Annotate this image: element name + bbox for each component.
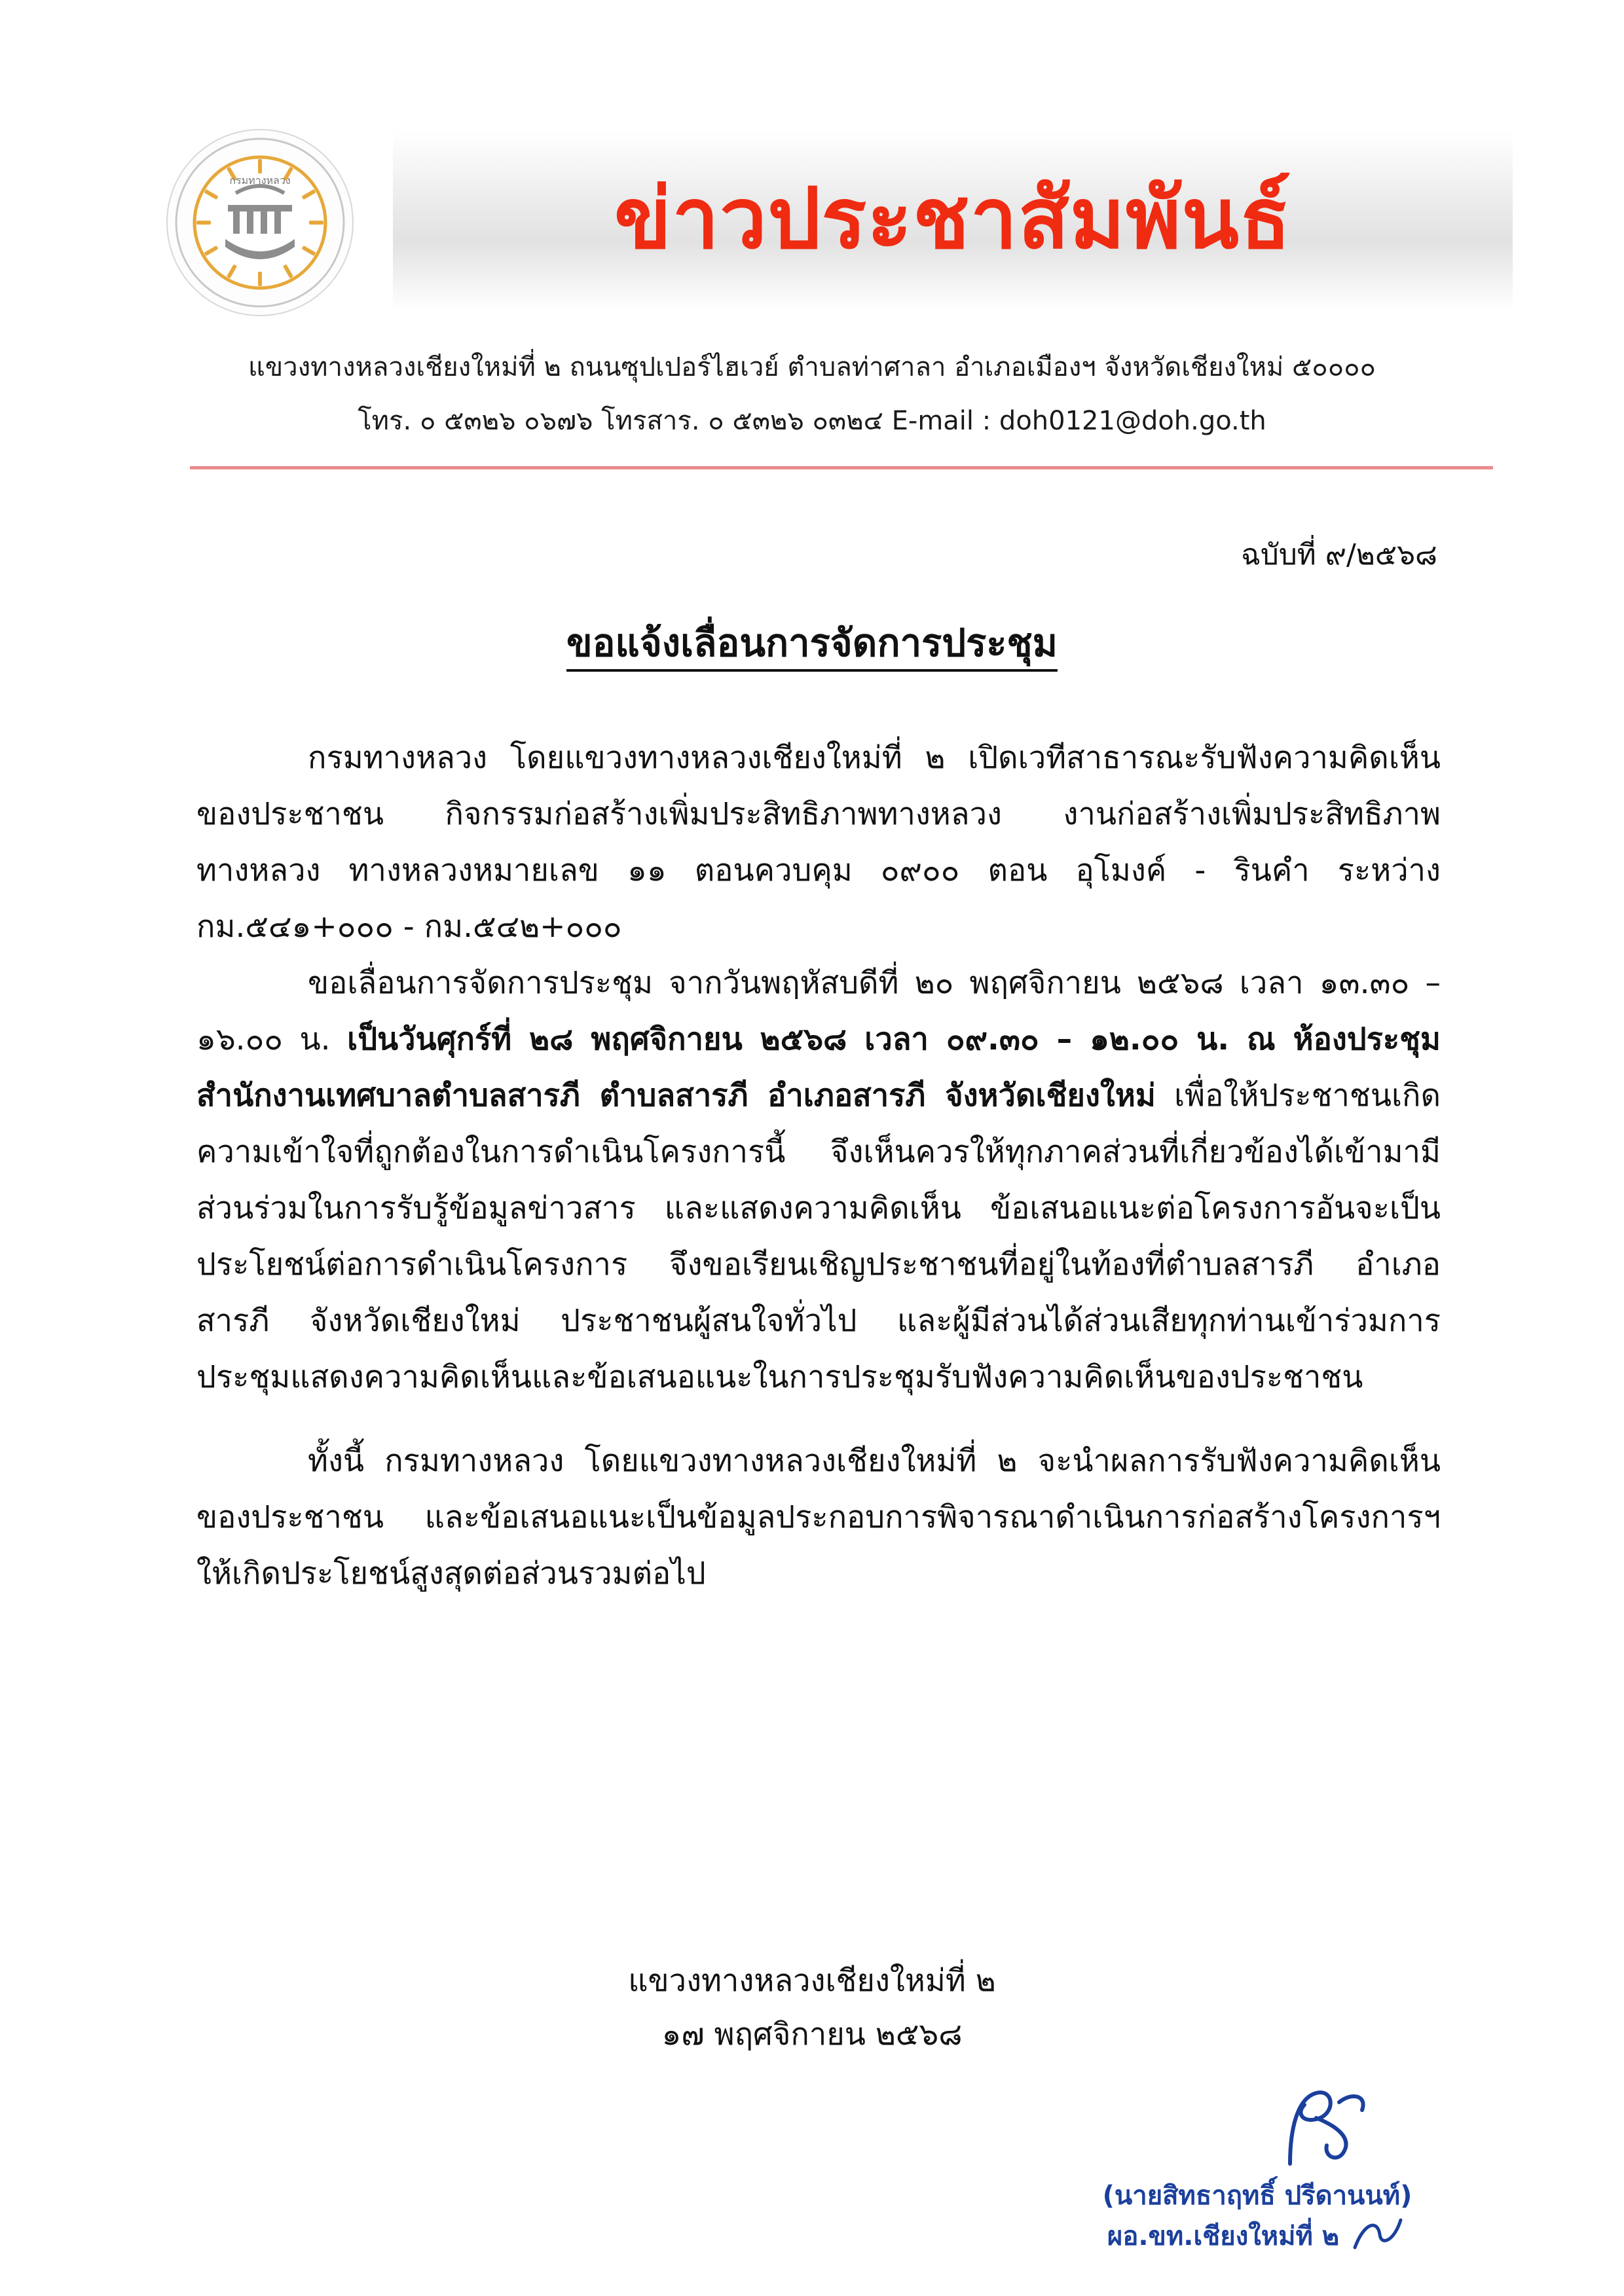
signature-area xyxy=(1008,2079,1506,2255)
document-heading xyxy=(0,612,1624,673)
department-of-highways-emblem-icon xyxy=(165,128,355,318)
signatory-position xyxy=(1008,2215,1506,2255)
issuing-office: แขวงทางหลวงเชียงใหม่ที่ ๒ xyxy=(628,1963,996,1999)
header-divider xyxy=(190,466,1493,469)
document-body xyxy=(196,730,1441,1602)
issue-date: ๑๗ พฤศจิกายน ๒๕๖๘ xyxy=(661,2016,963,2052)
document-heading-text: ขอแจ้งเลื่อนการจัดการประชุม xyxy=(566,621,1058,672)
handwritten-signature xyxy=(1008,2079,1506,2177)
paragraph-3 xyxy=(196,1433,1441,1602)
paragraph-2-text-tail: เพื่อให้ประชาชนเกิดความเข้าใจที่ถูกต้องในการดำเนินโครงการนี้ จึงเห็นควรให้ทุกภาคส่วนที่เกี่ยวข้องได้เข้ามามีส่วนร่วมในการรับรู้ข้อมูลข่าวสาร และแสดงความคิดเห็น ข้อเสนอแนะต่อโครงการอันจะเป็นประโยชน์ต่อการดำเนินโครงการ จึงขอเรียนเชิญประชาชนที่อยู่ในท้องที่ตำบลสารภี อำเภอสารภี จังหวัดเชียงใหม่ ประชาชนผู้สนใจทั่วไป และผู้มีส่วนได้ส่วนเสียทุกท่านเข้าร่วมการประชุมแสดงความคิดเห็นและข้อเสนอแนะในการประชุมรับฟังความคิดเห็นของประชาชน xyxy=(196,1078,1441,1395)
meeting-schedule-highlight: เป็นวันศุกร์ที่ ๒๘ พฤศจิกายน ๒๕๖๘ เวลา ๐๙.๓๐ – ๑๒.๐๐ น. ณ ห้องประชุมสำนักงานเทศบาลตำบลสารภี ตำบลสารภี อำเภอสารภี จังหวัดเชียงใหม่ xyxy=(196,1021,1441,1114)
paragraph-3-text: ทั้งนี้ กรมทางหลวง โดยแขวงทางหลวงเชียงใหม่ที่ ๒ จะนำผลการรับฟังความคิดเห็นของประชาชน และข้อเสนอแนะเป็นข้อมูลประกอบการพิจารณาดำเนินการก่อสร้างโครงการฯ ให้เกิดประโยชน์สูงสุดต่อส่วนรวมต่อไป xyxy=(196,1443,1441,1592)
signatory-name: (นายสิทธาฤทธิ์ ปรีดานนท์) xyxy=(1102,2181,1412,2211)
page-title: ข่าวประชาสัมพันธ์ xyxy=(614,170,1292,268)
paragraph-1-text: กรมทางหลวง โดยแขวงทางหลวงเชียงใหม่ที่ ๒ เปิดเวทีสาธารณะรับฟังความคิดเห็นของประชาชน กิจกรรมก่อสร้างเพิ่มประสิทธิภาพทางหลวง งานก่อสร้างเพิ่มประสิทธิภาพทางหลวง ทางหลวงหมายเลข ๑๑ ตอนควบคุม ๐๙๐๐ ตอน อุโมงค์ - รินคำ ระหว่าง กม.๕๔๑+๐๐๐ - กม.๕๔๒+๐๐๐ xyxy=(196,740,1441,945)
issue-number: ฉบับที่ ๙/๒๕๖๘ xyxy=(1240,538,1437,572)
paragraph-2 xyxy=(196,955,1441,1406)
office-contact-line: โทร. ๐ ๕๓๒๖ ๐๖๗๖ โทรสาร. ๐ ๕๓๒๖ ๐๓๒๔ E-mail : doh0121@doh.go.th xyxy=(358,406,1266,436)
paragraph-1 xyxy=(196,730,1441,955)
document-header xyxy=(0,0,1624,98)
signature-flourish-icon xyxy=(1348,2215,1407,2254)
paragraph-2-text-lead: ขอเลื่อนการจัดการประชุม จากวันพฤหัสบดีที่ ๒๐ พฤศจิกายน ๒๕๖๘ เวลา ๑๓.๓๐ –๑๖.๐๐ น. xyxy=(196,965,1441,1057)
office-address-line-1: แขวงทางหลวงเชียงใหม่ที่ ๒ ถนนซุปเปอร์ไฮเวย์ ตำบลท่าศาลา อำเภอเมืองฯ จังหวัดเชียงใหม่ ๕๐๐๐๐ xyxy=(248,352,1376,382)
signatory-position-text: ผอ.ขท.เชียงใหม่ที่ ๒ xyxy=(1107,2221,1340,2251)
closing-block xyxy=(0,1954,1624,2062)
svg-text:กรมทางหลวง: กรมทางหลวง xyxy=(229,174,291,187)
